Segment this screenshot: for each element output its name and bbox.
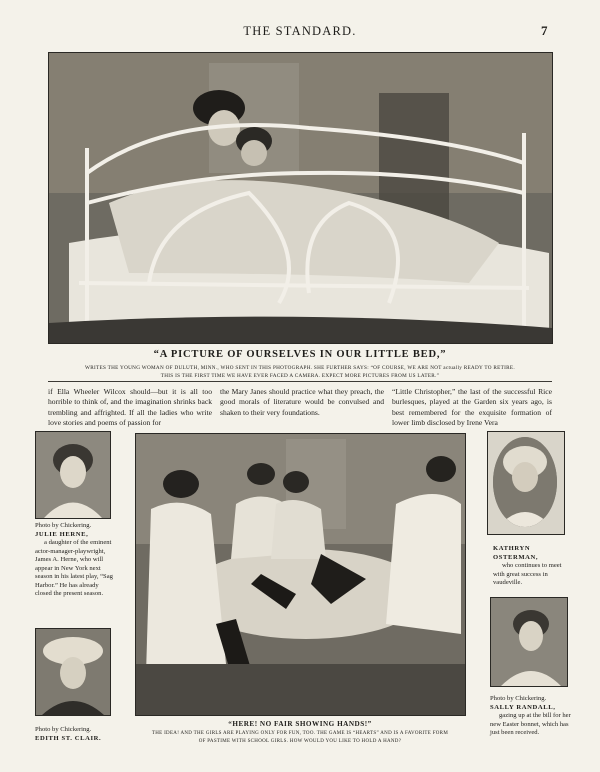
sally-randall-caption bbox=[490, 695, 574, 738]
center-photo-subcaption bbox=[130, 730, 470, 745]
edith-st-clair-credit: Photo by Chickering. bbox=[35, 726, 92, 733]
edith-st-clair-name: EDITH ST. CLAIR. bbox=[35, 734, 102, 742]
body-column-3: “Little Christopher,” the last of the successful Rice burlesques, played at the Garden six years ago, is best remembered for the exquisite formation of lower limb disclosed by Irene Vera bbox=[392, 387, 552, 428]
center-subcaption-line-1: THE IDEA! AND THE GIRLS ARE PLAYING ONLY FOR FUN, TOO. THE GAME IS “HEARTS” AND IS A FAVORITE FORM bbox=[151, 731, 449, 736]
julie-herne-description: a daughter of the eminent actor-manager-playwright, James A. Herne, who will appear in New York next season in his latest play, “Sag Harbor.” He has already closed the present season. bbox=[35, 539, 113, 597]
section-divider bbox=[48, 381, 552, 382]
julie-herne-caption bbox=[35, 522, 117, 599]
top-photo-caption: “A PICTURE OF OURSELVES IN OUR LITTLE BED,” bbox=[153, 349, 447, 360]
body-column-2: the Mary Janes should practice what they preach, the good morals of literature would be convulsed and shaken to their very foundations. bbox=[220, 387, 384, 417]
kathryn-osterman-portrait bbox=[487, 431, 565, 535]
edith-st-clair-caption bbox=[35, 726, 117, 743]
sally-randall-portrait bbox=[490, 597, 568, 687]
sally-randall-name: SALLY RANDALL, bbox=[490, 703, 556, 711]
top-photo-subcaption bbox=[60, 364, 540, 380]
header-title: THE STANDARD. bbox=[243, 24, 357, 38]
page-number: 7 bbox=[541, 23, 548, 38]
sally-randall-description: gazing up at the bill for her new Easter bonnet, which has just been received. bbox=[490, 712, 571, 736]
kathryn-osterman-name: KATHRYN OSTERMAN, bbox=[493, 545, 539, 561]
center-photo-caption: “HERE! NO FAIR SHOWING HANDS!” bbox=[228, 720, 372, 728]
body-column-1: if Ella Wheeler Wilcox should—but it is all too horrible to think of, and the imagination shrinks back trembling and affrighted. If all the ladies who write love stories and poems of passion for bbox=[48, 387, 212, 428]
edith-st-clair-portrait bbox=[35, 628, 111, 716]
bed-illustration bbox=[49, 53, 552, 343]
kathryn-osterman-description: who continues to meet with great success in vaudeville. bbox=[493, 562, 562, 586]
top-subcaption-line-2: THIS IS THE FIRST TIME WE HAVE EVER FACED A CAMERA. EXPECT MORE PICTURES FROM US LATER.” bbox=[160, 373, 440, 379]
top-subcaption-line-1: WRITES THE YOUNG WOMAN OF DULUTH, MINN., WHO SENT IN THIS PHOTOGRAPH. SHE FURTHER SAYS: “OF COURSE, WE ARE NOT actually READY TO RETIRE. bbox=[85, 365, 515, 371]
julie-herne-name: JULIE HERNE, bbox=[35, 530, 89, 538]
center-subcaption-line-2: OF PASTIME WITH SCHOOL GIRLS. HOW WOULD YOU LIKE TO HOLD A HAND? bbox=[198, 738, 402, 744]
center-photo bbox=[135, 433, 466, 716]
top-photo bbox=[48, 52, 553, 344]
julie-herne-credit: Photo by Chickering. bbox=[35, 522, 92, 529]
julie-herne-portrait bbox=[35, 431, 111, 519]
sally-randall-credit: Photo by Chickering. bbox=[490, 695, 547, 702]
kathryn-osterman-caption bbox=[493, 545, 571, 588]
